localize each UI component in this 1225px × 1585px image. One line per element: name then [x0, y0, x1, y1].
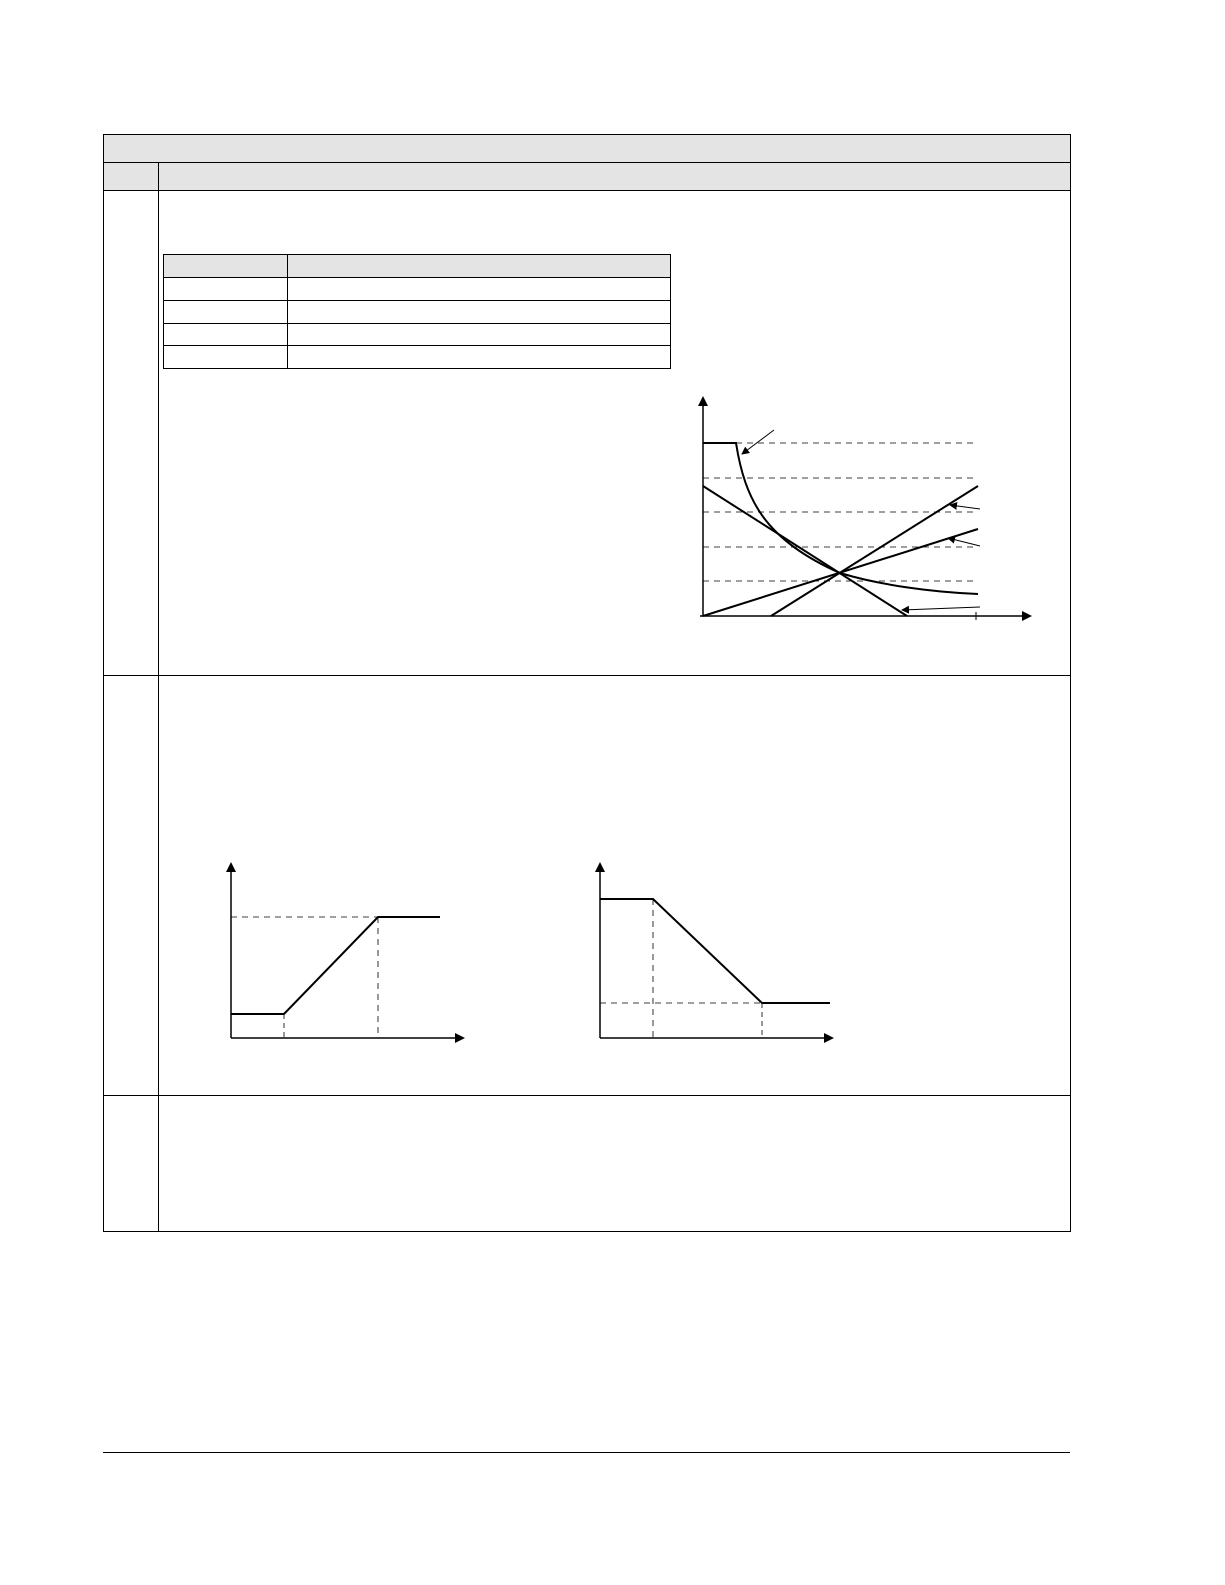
- chart1-annotation-arrow: [950, 505, 980, 509]
- ramp-up-chart: [231, 864, 463, 1038]
- chart1-series-falling-line: [703, 486, 907, 616]
- footer-rule: [103, 1452, 1070, 1453]
- ramp-down-chart: [600, 864, 832, 1038]
- chart2-series-line: [231, 917, 440, 1014]
- chart1-series-steep-rising-line: [771, 486, 978, 616]
- chart1-series-gentle-rising-line: [703, 529, 978, 616]
- chart1-annotation-arrow: [902, 607, 980, 610]
- chart3-series-line: [600, 899, 830, 1003]
- chart1-annotation-arrow: [742, 430, 774, 454]
- chart1-annotation-arrow: [948, 538, 980, 546]
